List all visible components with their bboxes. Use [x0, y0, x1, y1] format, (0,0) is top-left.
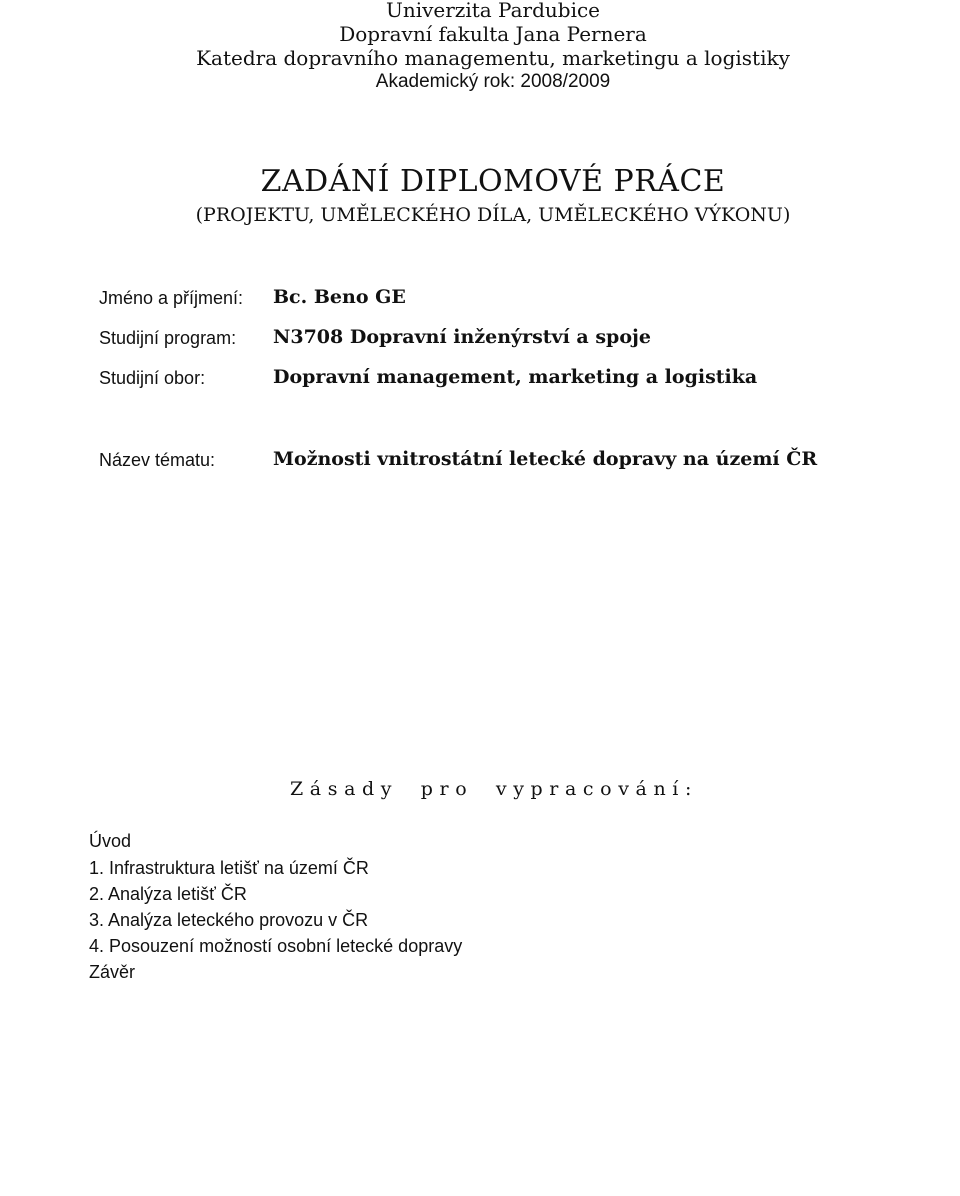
faculty-name: Dopravní fakulta Jana Pernera	[339, 22, 647, 46]
study-program-label: Studijní program:	[99, 328, 237, 348]
thesis-topic-value: Možnosti vnitrostátní letecké dopravy na území ČR	[273, 448, 818, 470]
student-name-value: Bc. Beno GE	[273, 286, 406, 308]
study-field-value: Dopravní management, marketing a logistika	[273, 366, 758, 388]
thesis-topic-label: Název tématu:	[99, 450, 216, 470]
outline-item: 2. Analýza letišť ČR	[89, 884, 247, 904]
university-name: Univerzita Pardubice	[385, 0, 601, 22]
outline-item: 3. Analýza leteckého provozu v ČR	[89, 910, 369, 930]
outline-item: Úvod	[89, 831, 132, 851]
document-header	[0, 0, 960, 94]
department-name: Katedra dopravního managementu, marketingu a logistiky	[196, 46, 790, 70]
principles-outline	[89, 828, 589, 985]
academic-year: Akademický rok: 2008/2009	[375, 71, 611, 92]
student-name-row	[99, 286, 939, 314]
document-subtitle: (PROJEKTU, UMĚLECKÉHO DÍLA, UMĚLECKÉHO VÝKONU)	[195, 204, 791, 226]
study-program-row	[99, 326, 939, 354]
student-name-label: Jméno a příjmení:	[99, 288, 244, 308]
study-program-value: N3708 Dopravní inženýrství a spoje	[273, 326, 651, 348]
outline-item: 1. Infrastruktura letišť na území ČR	[89, 858, 369, 878]
thesis-topic-row	[99, 448, 939, 476]
document-title: ZADÁNÍ DIPLOMOVÉ PRÁCE	[260, 164, 726, 199]
principles-title: Zásady pro vypracování:	[290, 778, 698, 800]
study-field-row	[99, 366, 939, 394]
outline-item: Závěr	[89, 962, 136, 982]
outline-item: 4. Posouzení možností osobní letecké dopravy	[89, 936, 463, 956]
study-field-label: Studijní obor:	[99, 368, 206, 388]
